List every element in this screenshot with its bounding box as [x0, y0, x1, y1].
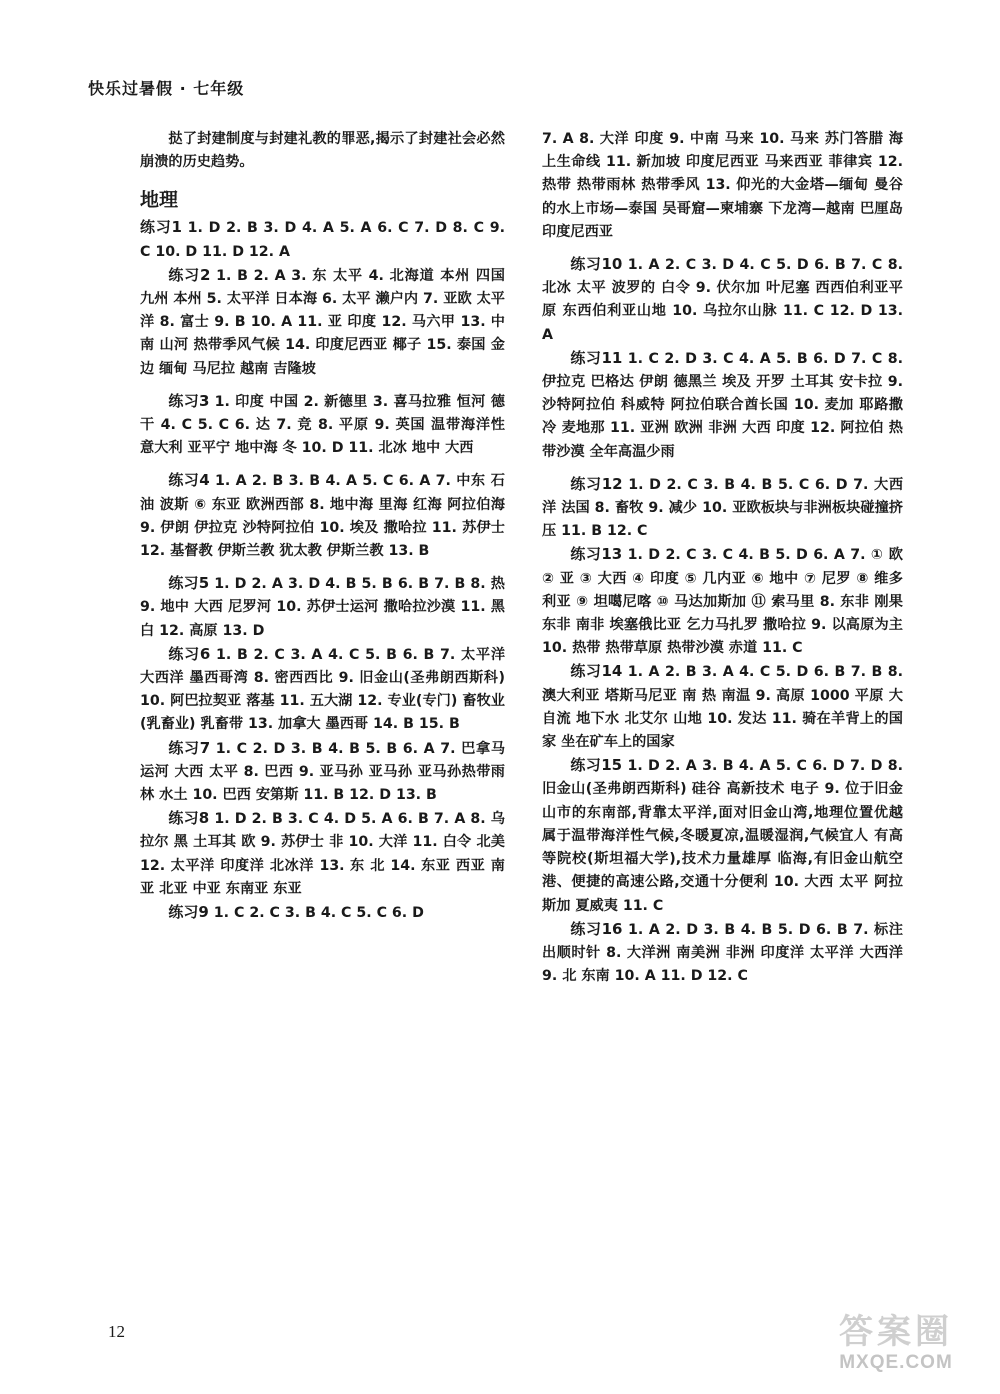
watermark-url: MXQE.COM: [839, 1352, 953, 1373]
exercise-answers: 1. A 2. B 3. B 4. A 5. C 6. A 7. 中东 石油 波斯 ⑥ 东亚 欧洲西部 8. 地中海 里海 红海 阿拉伯海 9. 伊朗 伊拉克 沙特阿拉伯 10. 埃及 撒哈拉 11. 苏伊士 12. 基督教 伊斯兰教 犹太教 伊斯兰教 13. B: [140, 473, 505, 560]
exercise-14: [542, 660, 903, 754]
exercise-label: 练习14: [570, 662, 623, 681]
exercise-3: [140, 390, 505, 461]
exercise-12: [542, 473, 903, 544]
exercise-15: [542, 754, 903, 917]
exercise-label: 练习2: [168, 265, 211, 284]
exercise-answers: 1. D 2. B 3. D 4. A 5. A 6. C 7. D 8. C 9. C 10. D 11. D 12. A: [140, 220, 506, 260]
exercise-9-continuation: 7. A 8. 大洋 印度 9. 中南 马来 10. 马来 苏门答腊 海上生命线 11. 新加坡 印度尼西亚 马来西亚 菲律宾 12. 热带 热带雨林 热带季风 13. 仰光的大金塔—缅甸 曼谷的水上市场—泰国 吴哥窟—柬埔寨 下龙湾—越南 巴厘岛 印度尼西亚: [542, 131, 903, 240]
exercise-answers: 1. D 2. A 3. D 4. B 5. B 6. B 7. B 8. 热 9. 地中 大西 尼罗河 10. 苏伊士运河 撒哈拉沙漠 11. 黑 白 12. 高原 13. D: [140, 576, 505, 639]
right-column: [542, 128, 903, 988]
running-header: 快乐过暑假 · 七年级: [88, 79, 245, 98]
exercise-13: [542, 543, 903, 660]
exercise-label: 练习12: [570, 474, 623, 493]
exercise-answers: 1. B 2. C 3. A 4. C 5. B 6. B 7. 太平洋 大西洋 墨西哥湾 8. 密西西比 9. 旧金山(圣弗朗西斯科) 10. 阿巴拉契亚 落基 11. 五大湖 12. 专业(专门) 畜牧业(乳畜业) 乳畜带 13. 加拿大 墨西哥 14. B 15. B: [140, 646, 506, 733]
exercise-label: 练习13: [570, 545, 623, 564]
exercise-11: [542, 347, 903, 464]
page-number: 12: [108, 1322, 125, 1341]
exercise-9: [140, 901, 505, 925]
exercise-7: [140, 737, 505, 808]
exercise-answers: 1. D 2. B 3. C 4. D 5. A 6. B 7. A 8. 乌拉尔 黑 土耳其 欧 9. 苏伊士 非 10. 大洋 11. 白令 北美 12. 太平洋 印度洋 北冰洋 13. 东 北 14. 东亚 西亚 南亚 北亚 中亚 东南亚 东亚: [140, 811, 505, 897]
exercise-label: 练习6: [168, 644, 211, 663]
watermark-logo-text: 答案圈: [839, 1312, 953, 1352]
exercise-answers: 1. D 2. C 3. C 4. B 5. D 6. A 7. ① 欧 ② 亚 ③ 大西 ④ 印度 ⑤ 几内亚 ⑥ 地中 ⑦ 尼罗 ⑧ 维多利亚 ⑨ 坦噶尼喀 ⑩ 马达加斯加 ⑪ 索马里 8. 东非 刚果 东非 南非 埃塞俄比亚 乞力马扎罗 撒哈拉 9. 以高原为主 10. 热带 热带草原 热带沙漠 赤道 11. C: [542, 547, 903, 657]
left-column: [140, 128, 505, 925]
exercise-label: 练习3: [168, 391, 210, 410]
exercise-label: 练习5: [168, 574, 210, 593]
exercise-2: [140, 264, 505, 381]
exercise-label: 练习16: [570, 919, 623, 938]
exercise-16: [542, 918, 903, 989]
exercise-label: 练习4: [168, 471, 210, 490]
exercise-answers: 1. C 2. D 3. C 4. A 5. B 6. D 7. C 8. 伊拉克 巴格达 伊朗 德黑兰 埃及 开罗 土耳其 安卡拉 9. 沙特阿拉伯 科威特 阿拉伯联合酋长国 10. 麦加 耶路撒冷 麦地那 11. 亚洲 欧洲 非洲 大西 印度 12. 阿拉伯 热带沙漠 全年高温少雨: [542, 350, 904, 460]
exercise-5: [140, 572, 505, 643]
exercise-label: 练习7: [168, 738, 211, 757]
section-title: 地理: [140, 189, 179, 212]
exercise-answers: 1. 印度 中国 2. 新德里 3. 喜马拉雅 恒河 德干 4. C 5. C 6. 达 7. 竞 8. 平原 9. 英国 温带海洋性 意大利 亚平宁 地中海 冬 10. D 11. 北冰 地中 大西: [140, 393, 505, 457]
exercise-answers: 1. D 2. A 3. B 4. A 5. C 6. D 7. D 8. 旧金山(圣弗朗西斯科) 硅谷 高新技术 电子 9. 位于旧金山市的东南部,背靠太平洋,面对旧金山湾,地理位置优越 属于温带海洋性气候,冬暖夏凉,温暖湿润,气候宜人 有高等院校(斯坦福大学),技术力量雄厚 临海,有旧金山航空港、便捷的高速公路,交通十分便利 10. 大西 太平 阿拉斯加 夏威夷 11. C: [542, 758, 903, 914]
exercise-answers: 1. D 2. C 3. B 4. B 5. C 6. D 7. 大西洋 法国 8. 畜牧 9. 减少 10. 亚欧板块与非洲板块碰撞挤压 11. B 12. C: [542, 476, 904, 540]
exercise-6: [140, 643, 505, 737]
exercise-label: 练习11: [570, 348, 623, 367]
exercise-label: 练习10: [570, 255, 623, 274]
exercise-8: [140, 807, 505, 901]
exercise-answers: 1. A 2. B 3. A 4. C 5. D 6. B 7. B 8. 澳大利亚 塔斯马尼亚 南 热 南温 9. 高原 1000 平原 大自流 地下水 北艾尔 山地 10. 发达 11. 骑在羊背上的国家 坐在矿车上的国家: [542, 664, 903, 751]
exercise-answers: 1. B 2. A 3. 东 太平 4. 北海道 本州 四国 九州 本州 5. 太平洋 日本海 6. 太平 濑户内 7. 亚欧 太平洋 8. 富士 9. B 10. A 11. 亚 印度 12. 马六甲 13. 中南 山河 热带季风气候 14. 印度尼西亚 椰子 15. 泰国 金边 缅甸 马尼拉 越南 吉隆坡: [140, 267, 505, 377]
intro-paragraph: 挞了封建制度与封建礼教的罪恶,揭示了封建社会必然崩溃的历史趋势。: [140, 131, 505, 171]
exercise-answers: 1. C 2. D 3. B 4. B 5. B 6. A 7. 巴拿马运河 大西 太平 8. 巴西 9. 亚马孙 亚马孙 亚马孙热带雨林 水土 10. 巴西 安第斯 11. B 12. D 13. B: [140, 740, 506, 804]
exercise-answers: 1. A 2. C 3. D 4. C 5. D 6. B 7. C 8. 北冰 太平 波罗的 白令 9. 伏尔加 叶尼塞 西西伯利亚平原 东西伯利亚山地 10. 乌拉尔山脉 11. C 12. D 13. A: [542, 257, 904, 343]
exercise-label: 练习1: [140, 218, 182, 237]
exercise-label: 练习15: [570, 756, 623, 775]
watermark-logo: [826, 1312, 966, 1378]
exercise-10: [542, 253, 903, 347]
exercise-1: [140, 216, 505, 263]
exercise-label: 练习8: [168, 809, 210, 828]
exercise-answers: 1. A 2. D 3. B 4. B 5. D 6. B 7. 标注出顺时针 8. 大洋洲 南美洲 非洲 印度洋 太平洋 大西洋 9. 北 东南 10. A 11. D 12. C: [542, 921, 903, 985]
exercise-answers: 1. C 2. C 3. B 4. C 5. C 6. D: [208, 905, 424, 922]
exercise-label: 练习9: [168, 903, 209, 922]
exercise-4: [140, 469, 505, 563]
